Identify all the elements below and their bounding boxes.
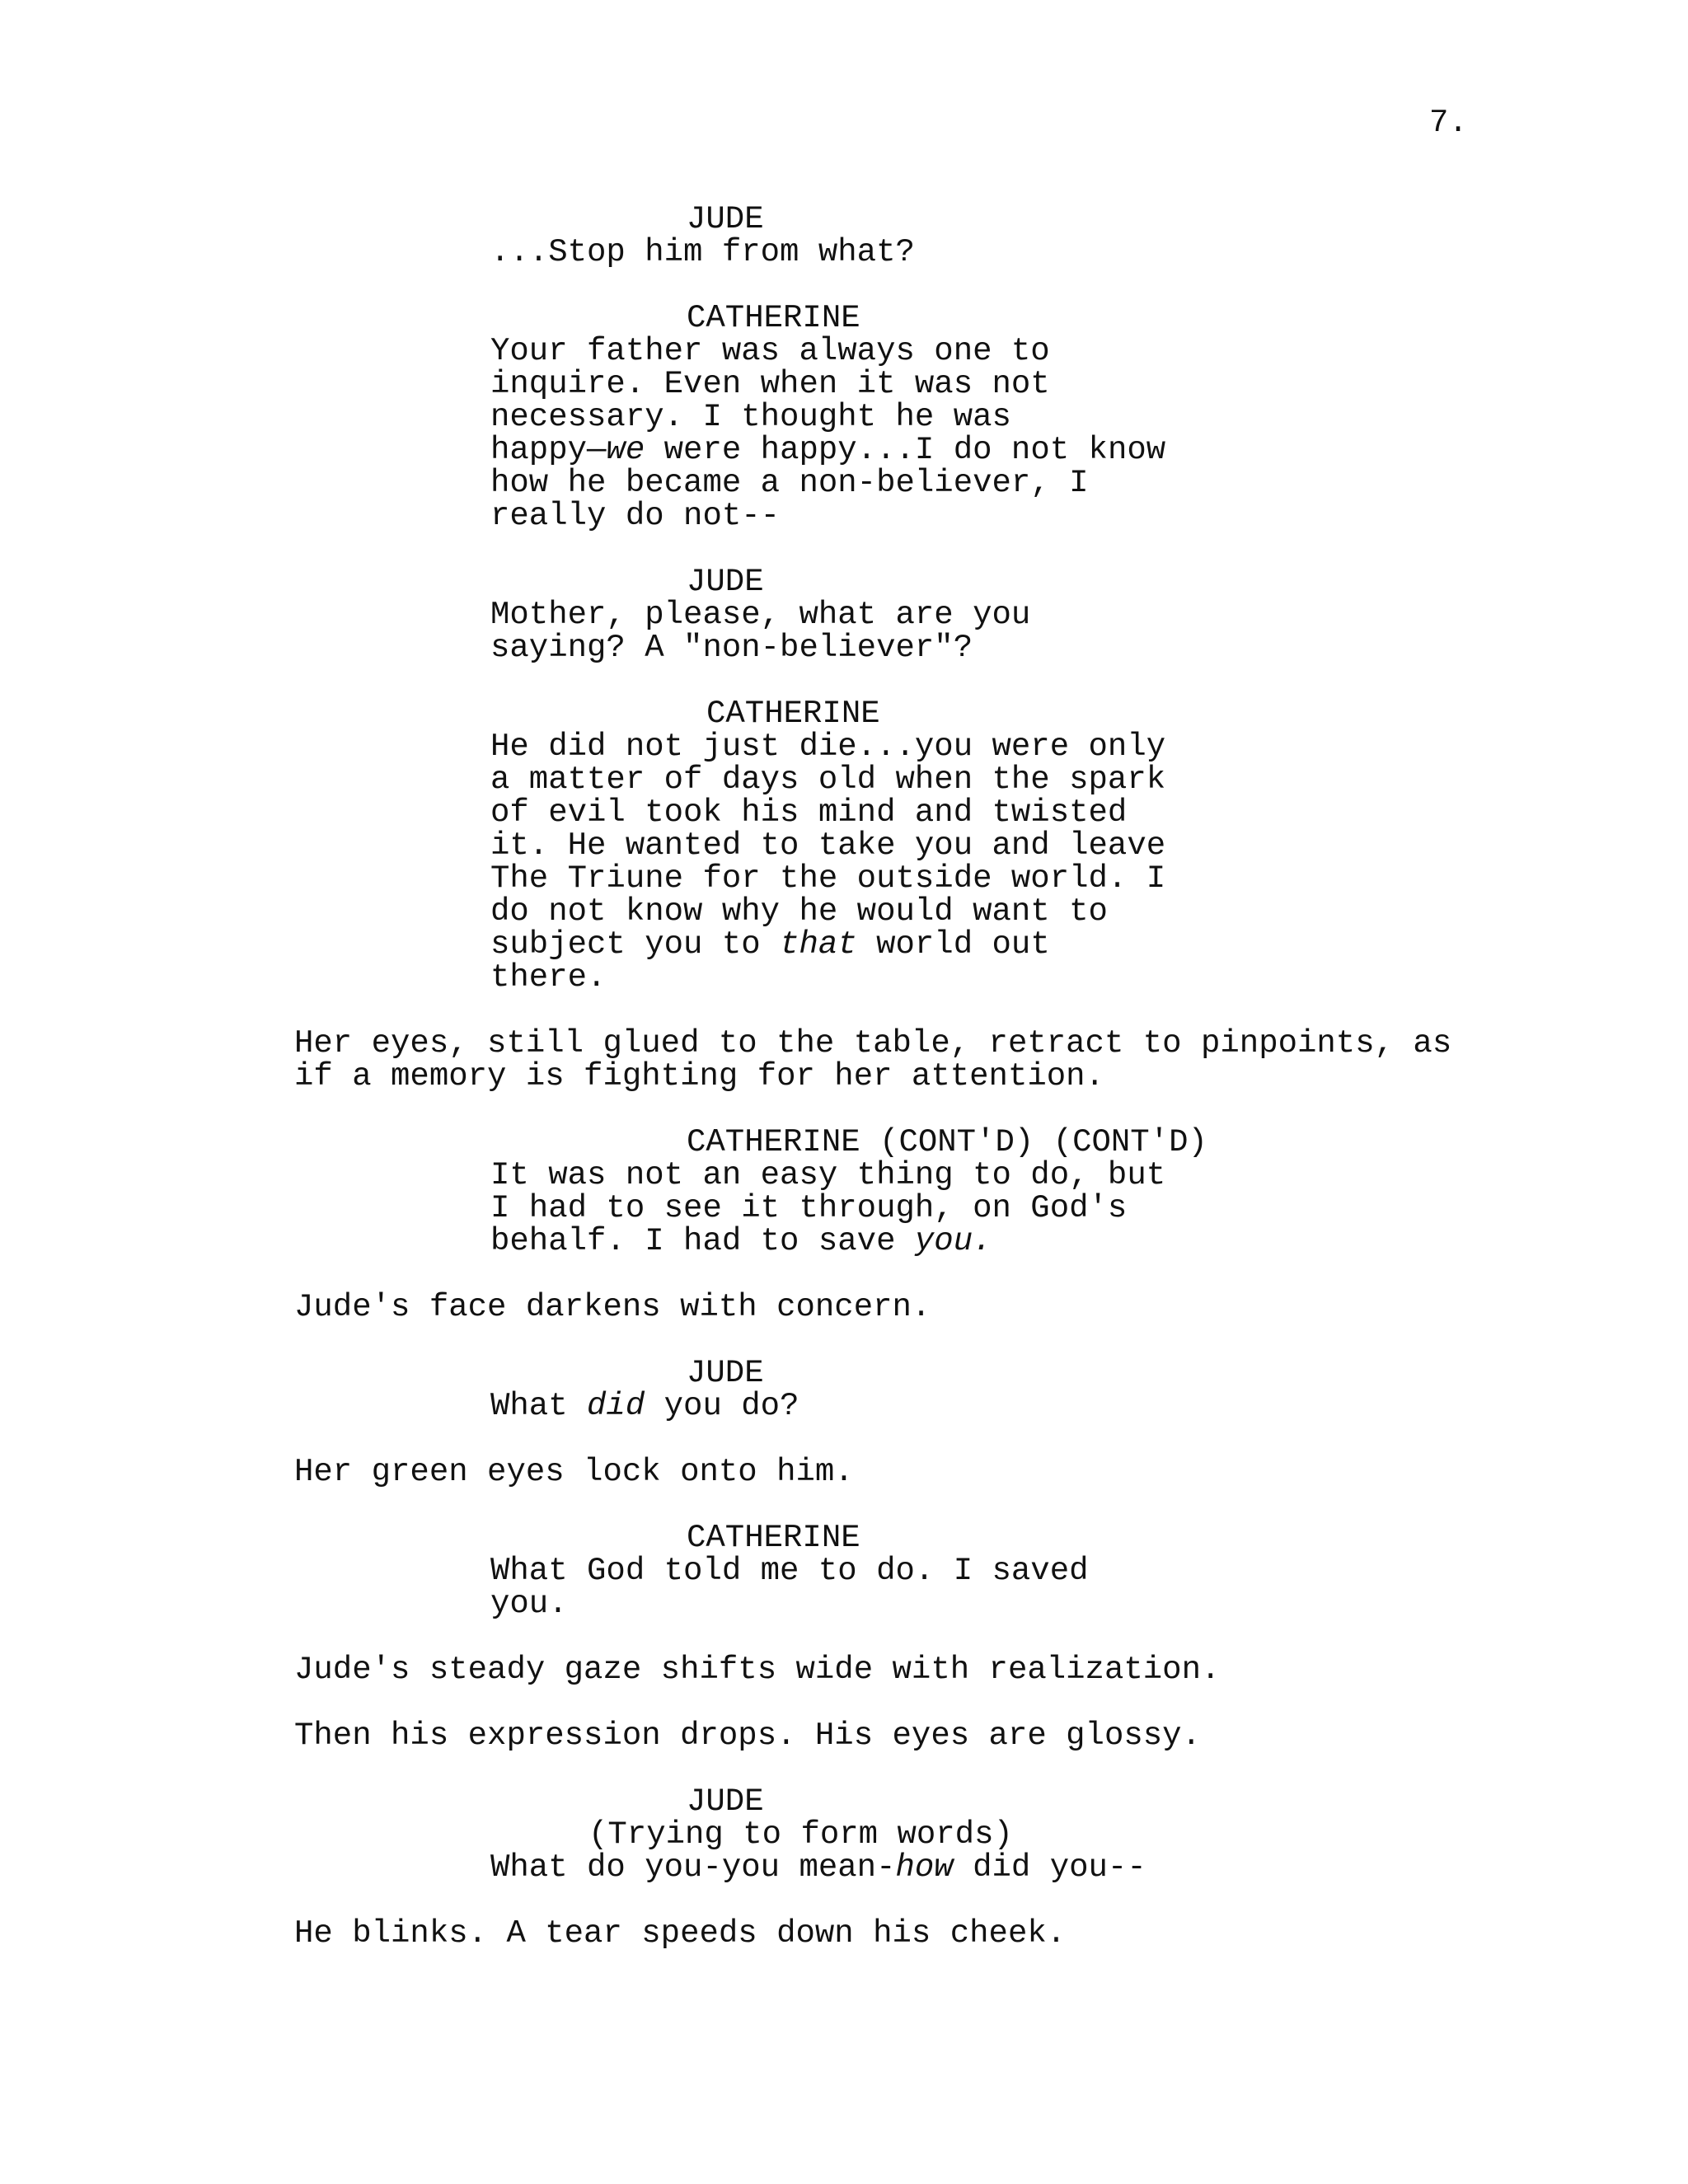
emphasis: we bbox=[606, 432, 645, 468]
dialogue-line: do not know why he would want to bbox=[490, 893, 1108, 930]
emphasis: did bbox=[587, 1388, 645, 1424]
action-line: Her eyes, still glued to the table, retract to pinpoints, as bbox=[294, 1025, 1452, 1062]
dialogue-line: it. He wanted to take you and leave bbox=[490, 827, 1166, 864]
dialogue-line: how he became a non-believer, I bbox=[490, 465, 1089, 501]
dialogue-line: behalf. I had to save you. bbox=[490, 1223, 992, 1259]
action-line: Her green eyes lock onto him. bbox=[294, 1454, 854, 1490]
dialogue-line: He did not just die...you were only bbox=[490, 729, 1166, 765]
action-line: Jude's steady gaze shifts wide with realization. bbox=[294, 1652, 1221, 1688]
page-number: 7. bbox=[1429, 105, 1468, 141]
dialogue-line: ...Stop him from what? bbox=[490, 234, 915, 270]
dialogue-line: there. bbox=[490, 959, 607, 996]
dialogue-line: The Triune for the outside world. I bbox=[490, 860, 1166, 897]
dialogue-line: Mother, please, what are you bbox=[490, 597, 1031, 633]
dialogue-line: you. bbox=[490, 1586, 568, 1622]
action-line: if a memory is fighting for her attention. bbox=[294, 1058, 1104, 1094]
character-cue: CATHERINE (CONT'D) (CONT'D) bbox=[687, 1124, 1207, 1160]
action-line: Then his expression drops. His eyes are glossy. bbox=[294, 1718, 1201, 1754]
emphasis: how bbox=[895, 1849, 954, 1886]
character-cue: CATHERINE bbox=[706, 696, 880, 732]
dialogue-line: necessary. I thought he was bbox=[490, 399, 1011, 435]
emphasis: that bbox=[780, 926, 857, 963]
action-line: He blinks. A tear speeds down his cheek. bbox=[294, 1915, 1067, 1952]
character-cue: JUDE bbox=[687, 564, 764, 600]
dialogue-line: subject you to that world out bbox=[490, 926, 1050, 963]
character-cue: JUDE bbox=[687, 1355, 764, 1391]
dialogue-line: What do you-you mean-how did you-- bbox=[490, 1849, 1146, 1886]
dialogue-line: happy—we were happy...I do not know bbox=[490, 432, 1166, 468]
dialogue-line: What God told me to do. I saved bbox=[490, 1553, 1089, 1589]
dialogue-line: Your father was always one to bbox=[490, 333, 1050, 369]
action-line: Jude's face darkens with concern. bbox=[294, 1289, 931, 1325]
dialogue-line: of evil took his mind and twisted bbox=[490, 794, 1128, 831]
dialogue-line: really do not-- bbox=[490, 498, 781, 534]
dialogue-line: I had to see it through, on God's bbox=[490, 1190, 1128, 1226]
character-cue: JUDE bbox=[687, 1783, 764, 1820]
dialogue-line: It was not an easy thing to do, but bbox=[490, 1157, 1166, 1193]
character-cue: CATHERINE bbox=[687, 300, 860, 336]
character-cue: CATHERINE bbox=[687, 1520, 860, 1556]
dialogue-line: a matter of days old when the spark bbox=[490, 762, 1166, 798]
dialogue-line: saying? A "non-believer"? bbox=[490, 630, 973, 666]
dialogue-line: inquire. Even when it was not bbox=[490, 366, 1050, 402]
dialogue-line: What did you do? bbox=[490, 1388, 799, 1424]
emphasis: you. bbox=[914, 1223, 992, 1259]
character-cue: JUDE bbox=[687, 201, 764, 237]
parenthetical: (Trying to form words) bbox=[588, 1816, 1013, 1853]
